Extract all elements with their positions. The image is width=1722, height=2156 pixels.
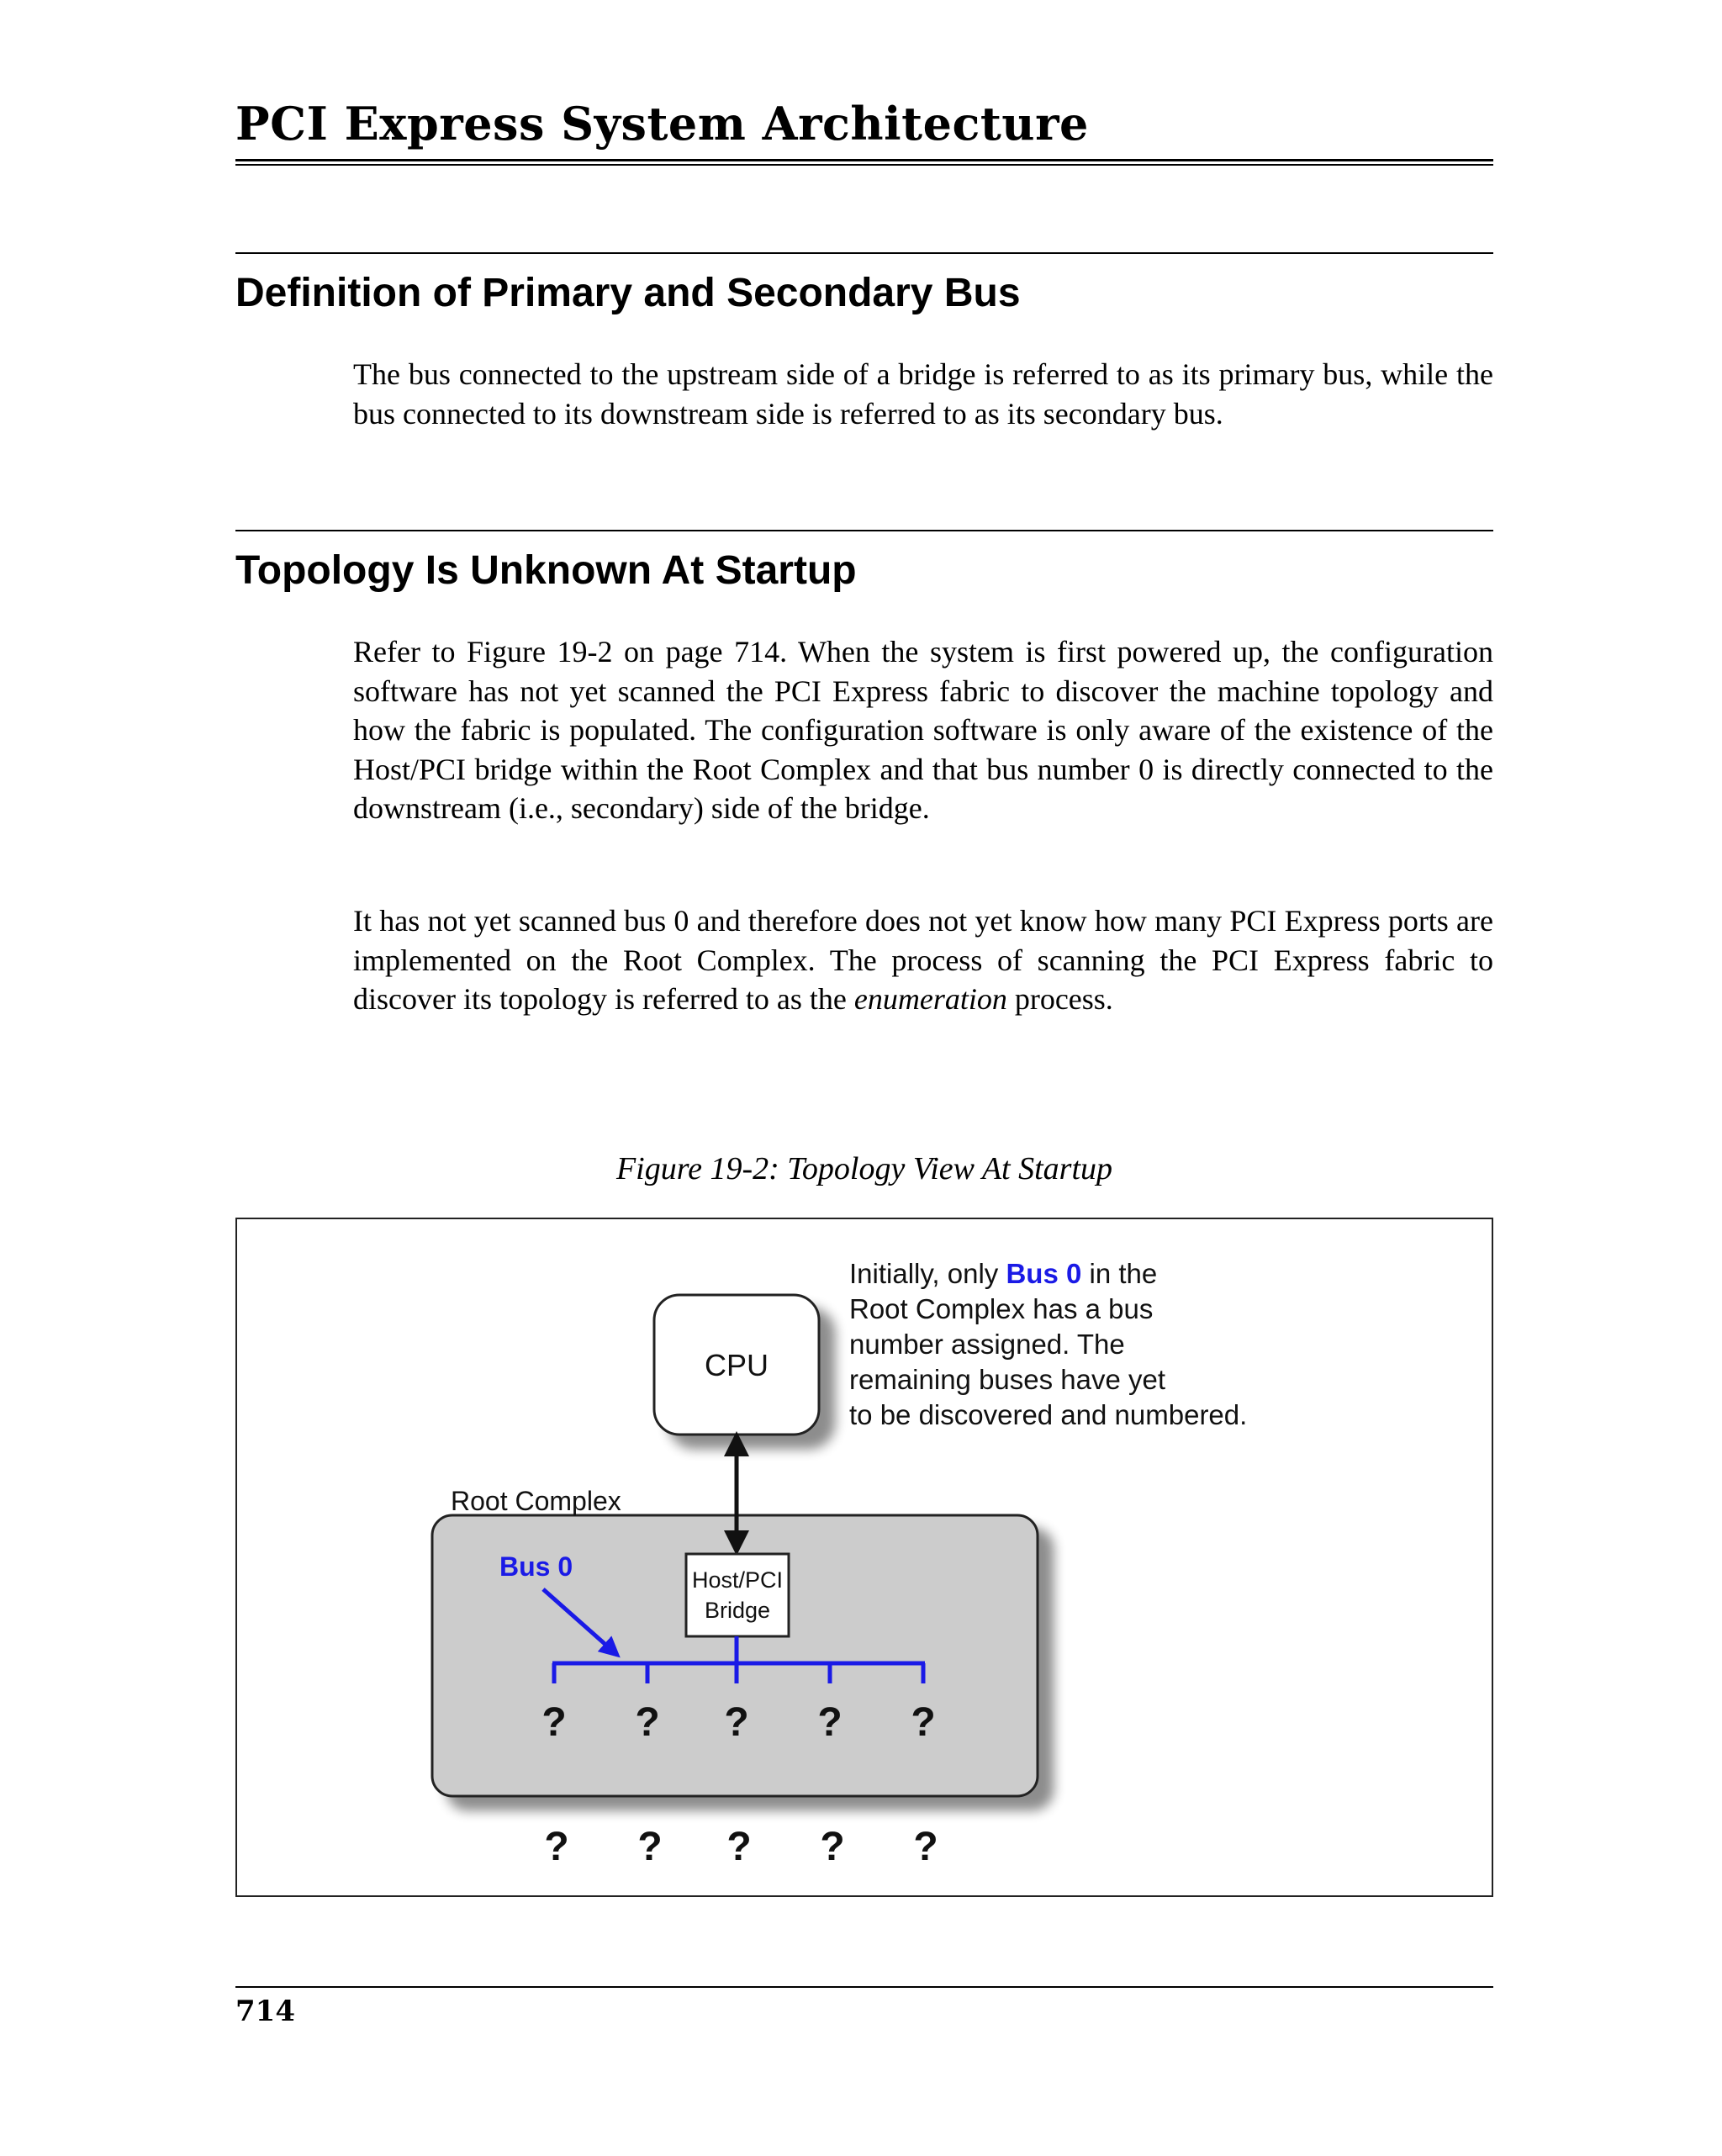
unknown-mark-outer: ?	[637, 1825, 663, 1869]
unknown-mark-outer: ?	[726, 1825, 752, 1869]
note-line-2: Root Complex has a bus	[849, 1293, 1154, 1324]
page-header	[235, 99, 1493, 166]
bridge-label-line2: Bridge	[704, 1598, 771, 1623]
unknown-mark-inner: ?	[817, 1700, 843, 1745]
note-line-4: remaining buses have yet	[849, 1364, 1166, 1395]
unknown-mark-outer: ?	[820, 1825, 845, 1869]
bridge-label-line1: Host/PCI	[691, 1567, 784, 1593]
section-heading: Topology Is Unknown At Startup	[235, 548, 857, 593]
note-line-3: number assigned. The	[849, 1329, 1125, 1360]
note-line-5: to be discovered and numbered.	[849, 1399, 1248, 1430]
figure-caption: Figure 19-2: Topology View At Startup	[615, 1151, 1113, 1186]
unknown-mark-inner: ?	[635, 1700, 660, 1745]
book-title: PCI Express System Architecture	[235, 97, 1089, 151]
paragraph-topology-1: Refer to Figure 19-2 on page 714. When the system is first powered up, the configuration software has not yet scanned the PCI Express fabric to discover the machine topology and how the fabric is populated. The configuration software is only aware of the existence of the Host/PCI bridge within the Root Complex and that bus number 0 is directly connected to the downstream (i.e., secondary) side of the bridge.	[353, 635, 1493, 825]
cpu-label: CPU	[704, 1348, 769, 1382]
paragraph-text: It has not yet scanned bus 0 and therefore does not yet know how many PCI Express ports are implemented on the Root Complex. The process of scanning the PCI Express fabric to discover its topology is referred to as the	[353, 904, 1493, 1016]
footer-rule	[235, 1986, 1493, 1988]
note-text: in the	[1081, 1258, 1158, 1289]
section-primary-secondary	[235, 252, 1493, 318]
topology-diagram	[237, 1219, 1492, 1895]
paragraph-primary-secondary: The bus connected to the upstream side of a bridge is referred to as its primary bus, while the bus connected to its downstream side is referred to as its secondary bus.	[353, 357, 1493, 431]
page-footer	[235, 1986, 1493, 2028]
unknown-mark-inner: ?	[724, 1700, 749, 1745]
figure-frame	[235, 1218, 1493, 1897]
root-complex-label: Root Complex	[451, 1486, 621, 1516]
unknown-mark-outer: ?	[544, 1825, 569, 1869]
emphasis-enumeration: enumeration	[853, 982, 1007, 1016]
paragraph-topology-2	[353, 901, 1493, 1019]
section-rule	[235, 252, 1493, 254]
section-topology	[235, 530, 1493, 595]
unknown-mark-inner: ?	[911, 1700, 936, 1745]
section-heading: Definition of Primary and Secondary Bus	[235, 271, 1021, 315]
unknown-mark-outer: ?	[913, 1825, 938, 1869]
page-number: 714	[235, 1995, 295, 2028]
note-line-1	[849, 1258, 1157, 1289]
paragraph-text: process.	[1006, 982, 1113, 1016]
bus-0-label: Bus 0	[499, 1551, 573, 1582]
note-highlight: Bus 0	[1006, 1258, 1082, 1289]
section-rule	[235, 530, 1493, 531]
annotation-note	[849, 1258, 1247, 1430]
header-rule	[235, 159, 1493, 166]
host-pci-bridge-box	[686, 1554, 789, 1636]
note-text: Initially, only	[849, 1258, 1006, 1289]
unknown-mark-inner: ?	[541, 1700, 567, 1745]
